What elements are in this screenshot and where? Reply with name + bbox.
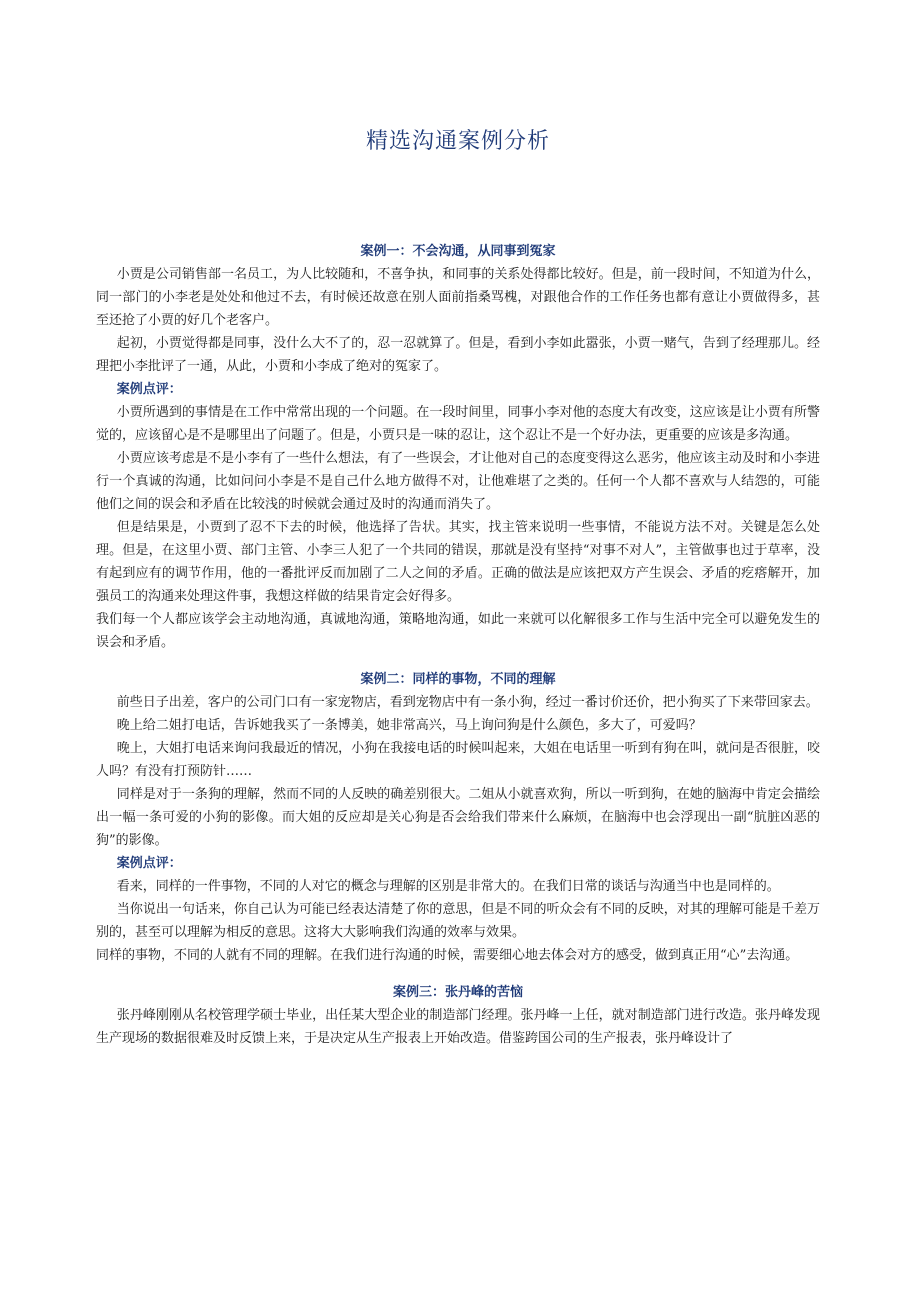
case-1-review-label: 案例点评： (116, 382, 182, 397)
case-1-section (96, 240, 820, 654)
case-2-paragraph: 前些日子出差，客户的公司门口有一家宠物店，看到宠物店中有一条小狗，经过一番讨价还价，把小狗买了下来带回家去。 (116, 695, 819, 710)
case-1-paragraph: 小贾是公司销售部一名员工，为人比较随和，不喜争执，和同事的关系处得都比较好。但是，前一段时间，不知道为什么，同一部门的小李老是处处和他过不去，有时候还故意在别人面前指桑骂槐，对跟他合作的工作任务也都有意让小贾做得多，甚至还抢了小贾的好几个老客户。 (96, 267, 820, 328)
case-2-review-paragraph: 看来，同样的一件事物，不同的人对它的概念与理解的区别是非常大的。在我们日常的谈话与沟通当中也是同样的。 (116, 879, 780, 894)
case-2-paragraph: 晚上给二姐打电话，告诉她我买了一条博美，她非常高兴，马上询问狗是什么颜色，多大了，可爱吗？ (116, 718, 702, 733)
case-1-review-paragraph: 小贾应该考虑是不是小李有了一些什么想法，有了一些误会，才让他对自己的态度变得这么恶劣，他应该主动及时和小李进行一个真诚的沟通，比如问问小李是不是自己什么地方做得不对，让他难堪了之类的。任何一个人都不喜欢与人结怨的，可能他们之间的误会和矛盾在比较浅的时候就会通过及时的沟通而消失了。 (96, 451, 820, 512)
case-2-paragraph: 同样是对于一条狗的理解，然而不同的人反映的确差别很大。二姐从小就喜欢狗，所以一听到狗，在她的脑海中肯定会描绘出一幅一条可爱的小狗的影像。而大姐的反应却是关心狗是否会给我们带来什么麻烦，在脑海中也会浮现出一副“肮脏凶恶的狗”的影像。 (96, 787, 820, 848)
section-spacer (96, 967, 820, 981)
case-1-heading: 案例一：不会沟通，从同事到冤家 (360, 244, 556, 259)
case-3-heading: 案例三：张丹峰的苦恼 (392, 985, 523, 1000)
section-spacer (96, 654, 820, 668)
case-2-closing: 同样的事物，不同的人就有不同的理解。在我们进行沟通的时候，需要细心地去体会对方的感受，做到真正用“心”去沟通。 (96, 948, 799, 963)
case-2-review-paragraph: 当你说出一句话来，你自己认为可能已经表达清楚了你的意思，但是不同的听众会有不同的反映，对其的理解可能是千差万别的，甚至可以理解为相反的意思。这将大大影响我们沟通的效率与效果。 (96, 902, 820, 940)
case-2-review-label: 案例点评： (116, 856, 182, 871)
case-1-review-paragraph: 但是结果是，小贾到了忍不下去的时候，他选择了告状。其实，找主管来说明一些事情，不能说方法不对。关键是怎么处理。但是，在这里小贾、部门主管、小李三人犯了一个共同的错误，那就是没有坚持“对事不对人”，主管做事也过于草率，没有起到应有的调节作用，他的一番批评反而加剧了二人之间的矛盾。正确的做法是应该把双方产生误会、矛盾的疙瘩解开，加强员工的沟通来处理这件事，我想这样做的结果肯定会好得多。 (96, 520, 820, 604)
case-1-review-paragraph: 小贾所遇到的事情是在工作中常常出现的一个问题。在一段时间里，同事小李对他的态度大有改变，这应该是让小贾有所警觉的，应该留心是不是哪里出了问题了。但是，小贾只是一味的忍让，这个忍让不是一个好办法，更重要的应该是多沟通。 (96, 405, 820, 443)
document-title: 精选沟通案例分析 (365, 129, 550, 154)
case-3-section (96, 981, 820, 1050)
case-2-section (96, 668, 820, 967)
case-3-paragraph: 张丹峰刚刚从名校管理学硕士毕业，出任某大型企业的制造部门经理。张丹峰一上任，就对制造部门进行改造。张丹峰发现生产现场的数据很难及时反馈上来，于是决定从生产报表上开始改造。借鉴跨国公司的生产报表，张丹峰设计了 (96, 1008, 820, 1046)
case-2-heading: 案例二：同样的事物，不同的理解 (360, 672, 556, 687)
case-1-paragraph: 起初，小贾觉得都是同事，没什么大不了的，忍一忍就算了。但是，看到小李如此嚣张，小贾一赌气，告到了经理那儿。经理把小李批评了一通，从此，小贾和小李成了绝对的冤家了。 (96, 336, 820, 374)
case-2-paragraph: 晚上，大姐打电话来询问我最近的情况，小狗在我接电话的时候叫起来，大姐在电话里一听到有狗在叫，就问是否很脏，咬人吗？有没有打预防针…… (96, 741, 820, 779)
case-1-closing: 我们每一个人都应该学会主动地沟通，真诚地沟通，策略地沟通，如此一来就可以化解很多工作与生活中完全可以避免发生的误会和矛盾。 (96, 612, 820, 650)
document-body (96, 240, 820, 1050)
